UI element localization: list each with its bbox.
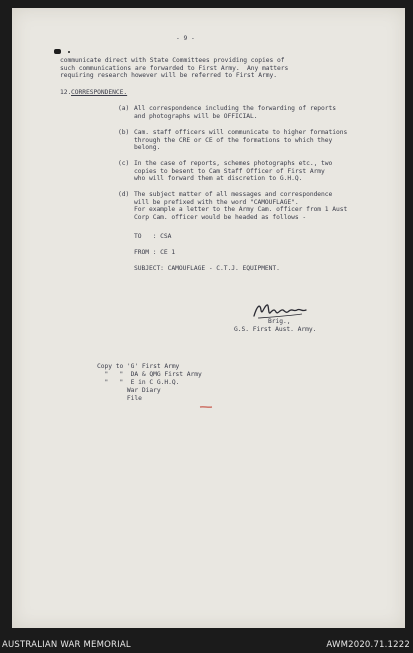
paragraph-label-d: (d)	[118, 191, 130, 198]
signature-title: G.S. First Aust. Army.	[234, 326, 317, 333]
paragraph-label-b: (b)	[118, 129, 130, 136]
footer-accession-number: AWM2020.71.1222	[326, 640, 410, 650]
copy-to-line-3: " " E in C G.H.Q.	[97, 379, 180, 386]
intro-line-2: such communications are forwarded to First Army. Any matters	[60, 64, 289, 72]
copy-to-line-4: War Diary	[97, 387, 161, 394]
paragraph-c-line-3: who will forward them at discretion to G.H.Q.	[134, 175, 303, 182]
paragraph-d-line-1: The subject matter of all messages and correspondence	[134, 191, 333, 198]
intro-line-1: communicate direct with State Committees providing copies of	[60, 57, 285, 64]
punch-hole	[54, 49, 61, 54]
copy-to-line-1: Copy to 'G' First Army	[97, 363, 180, 370]
paragraph-c-line-2: copies to besent to Cam Staff Officer of First Army	[134, 167, 325, 175]
section-number: 12.	[60, 89, 72, 96]
paragraph-a-line-1: All correspondence including the forwarding of reports	[134, 105, 337, 112]
footer-institution: AUSTRALIAN WAR MEMORIAL	[2, 640, 131, 650]
signature-rank: Brig.,	[268, 318, 291, 325]
section-title: CORRESPONDENCE.	[71, 89, 128, 96]
paragraph-b-line-1: Cam. staff officers will communicate to higher formations	[134, 129, 348, 136]
paragraph-b-line-2: through the CRE or CE of the formations to which they	[134, 136, 333, 144]
intro-line-3: requiring research however will be referred to First Army.	[60, 72, 277, 79]
copy-to-line-2: " " DA & QMG First Army	[97, 371, 202, 378]
paragraph-a-line-2: and photographs will be OFFICIAL.	[134, 112, 258, 120]
red-pencil-mark	[199, 405, 213, 409]
paragraph-d-line-2: will be prefixed with the word "CAMOUFLAGE".	[134, 198, 299, 206]
example-from: FROM : CE 1	[134, 249, 176, 256]
example-to: TO : CSA	[134, 233, 172, 240]
example-subject: SUBJECT: CAMOUFLAGE - C.T.J. EQUIPMENT.	[134, 265, 280, 272]
copy-to-line-5: File	[97, 395, 142, 402]
paragraph-label-c: (c)	[118, 160, 130, 167]
paragraph-d-line-4: Corp Cam. officer would be headed as follows -	[134, 213, 307, 221]
paragraph-b-line-3: belong.	[134, 144, 161, 151]
paragraph-d-line-3: For example a letter to the Army Cam. officer from 1 Aust	[134, 206, 348, 213]
page-number: - 9 -	[176, 35, 195, 42]
document-page	[12, 8, 405, 628]
punch-hole-small	[68, 51, 70, 53]
paragraph-label-a: (a)	[118, 105, 130, 112]
paragraph-c-line-1: In the case of reports, schemes photographs etc., two	[134, 160, 333, 167]
